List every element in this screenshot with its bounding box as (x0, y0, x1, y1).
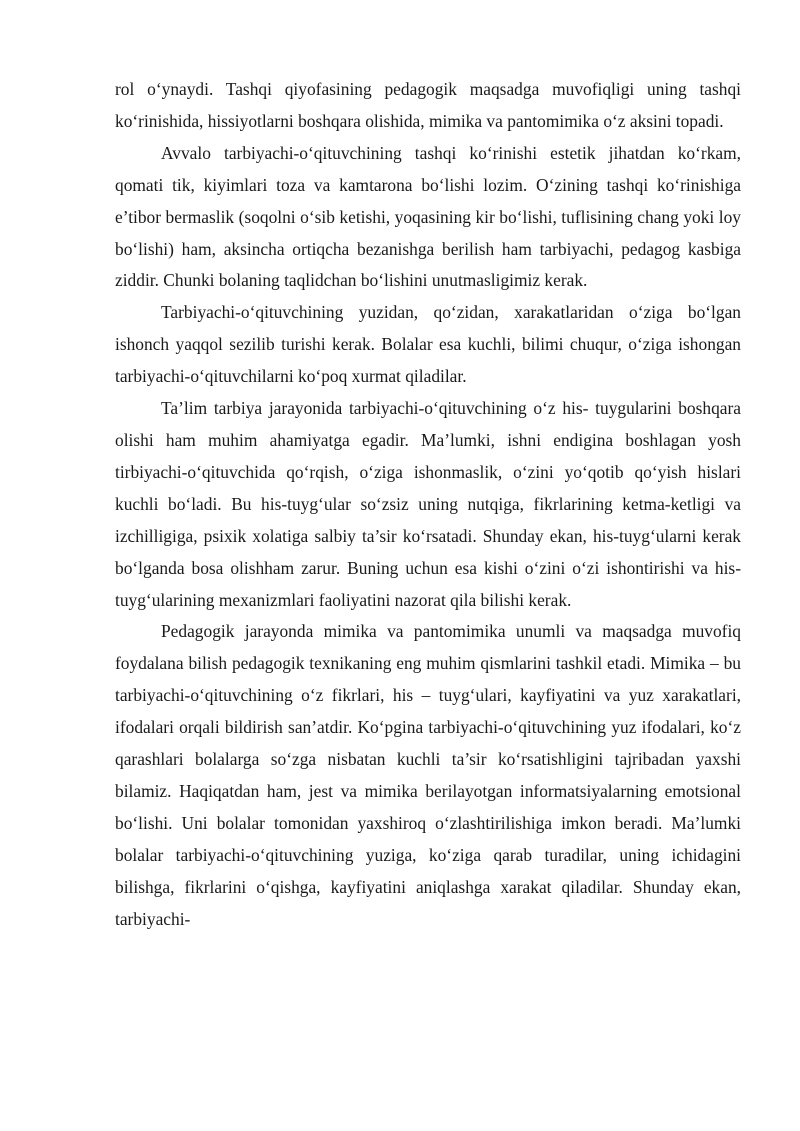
paragraph-3: Tarbiyachi-o‘qituvchining yuzidan, qo‘zidan, xarakatlaridan o‘ziga bo‘lgan ishonch yaqqol sezilib turishi kerak. Bolalar esa kuchli, bilimi chuqur, o‘ziga ishongan tarbiyachi-o‘qituvchilarni ko‘poq xurmat qiladilar. (115, 302, 741, 387)
paragraph-1: rol o‘ynaydi. Tashqi qiyofasining pedagogik maqsadga muvofiqligi uning tashqi ko‘rinishida, hissiyotlarni boshqara olishida, mimika va pantomimika o‘z aksini topadi. (115, 79, 741, 131)
document-page (115, 74, 741, 935)
paragraph-4: Ta’lim tarbiya jarayonida tarbiyachi-o‘qituvchining o‘z his- tuygularini boshqara olishi ham muhim ahamiyatga egadir. Ma’lumki, ishni endigina boshlagan yosh tirbiyachi-o‘qituvchida qo‘rqish, o‘ziga ishonmaslik, o‘zini yo‘qotib qo‘yish hislari kuchli bo‘ladi. Bu his-tuyg‘ular so‘zsiz uning nutqiga, fikrlarining ketma-ketligi va izchilligiga, psixik xolatiga salbiy ta’sir ko‘rsatadi. Shunday ekan, his-tuyg‘ularni kerak bo‘lganda bosa olishham zarur. Buning uchun esa kishi o‘zini o‘zi ishontirishi va his-tuyg‘ularining mexanizmlari faoliyatini nazorat qila bilishi kerak. (115, 398, 741, 610)
paragraph-2: Avvalo tarbiyachi-o‘qituvchining tashqi ko‘rinishi estetik jihatdan ko‘rkam, qomati tik, kiyimlari toza va kamtarona bo‘lishi lozim. O‘zining tashqi ko‘rinishiga e’tibor bermaslik (soqolni o‘sib ketishi, yoqasining kir bo‘lishi, tuflisining chang yoki loy bo‘lishi) ham, aksincha ortiqcha bezanishga berilish ham tarbiyachi, pedagog kasbiga ziddir. Chunki bolaning taqlidchan bo‘lishini unutmasligimiz kerak. (115, 142, 741, 291)
paragraph-5: Pedagogik jarayonda mimika va pantomimika unumli va maqsadga muvofiq foydalana bilish pedagogik texnikaning eng muhim qismlarini tashkil etadi. Mimika – bu tarbiyachi-o‘qituvchining o‘z fikrlari, his – tuyg‘ulari, kayfiyatini va yuz xarakatlari, ifodalari orqali bildirish san’atdir. Ko‘pgina tarbiyachi-o‘qituvchining yuz ifodalari, ko‘z qarashlari bolalarga so‘zga nisbatan kuchli ta’sir ko‘rsatishligini tajribadan yaxshi bilamiz. Haqiqatdan ham, jest va mimika berilayotgan informatsiyalarning emotsional bo‘lishi. Uni bolalar tomonidan yaxshiroq o‘zlashtirilishiga imkon beradi. Ma’lumki bolalar tarbiyachi-o‘qituvchining yuziga, ko‘ziga qarab turadilar, uning ichidagini bilishga, fikrlarini o‘qishga, kayfiyatini aniqlashga xarakat qiladilar. Shunday ekan, tarbiyachi- (115, 621, 741, 929)
